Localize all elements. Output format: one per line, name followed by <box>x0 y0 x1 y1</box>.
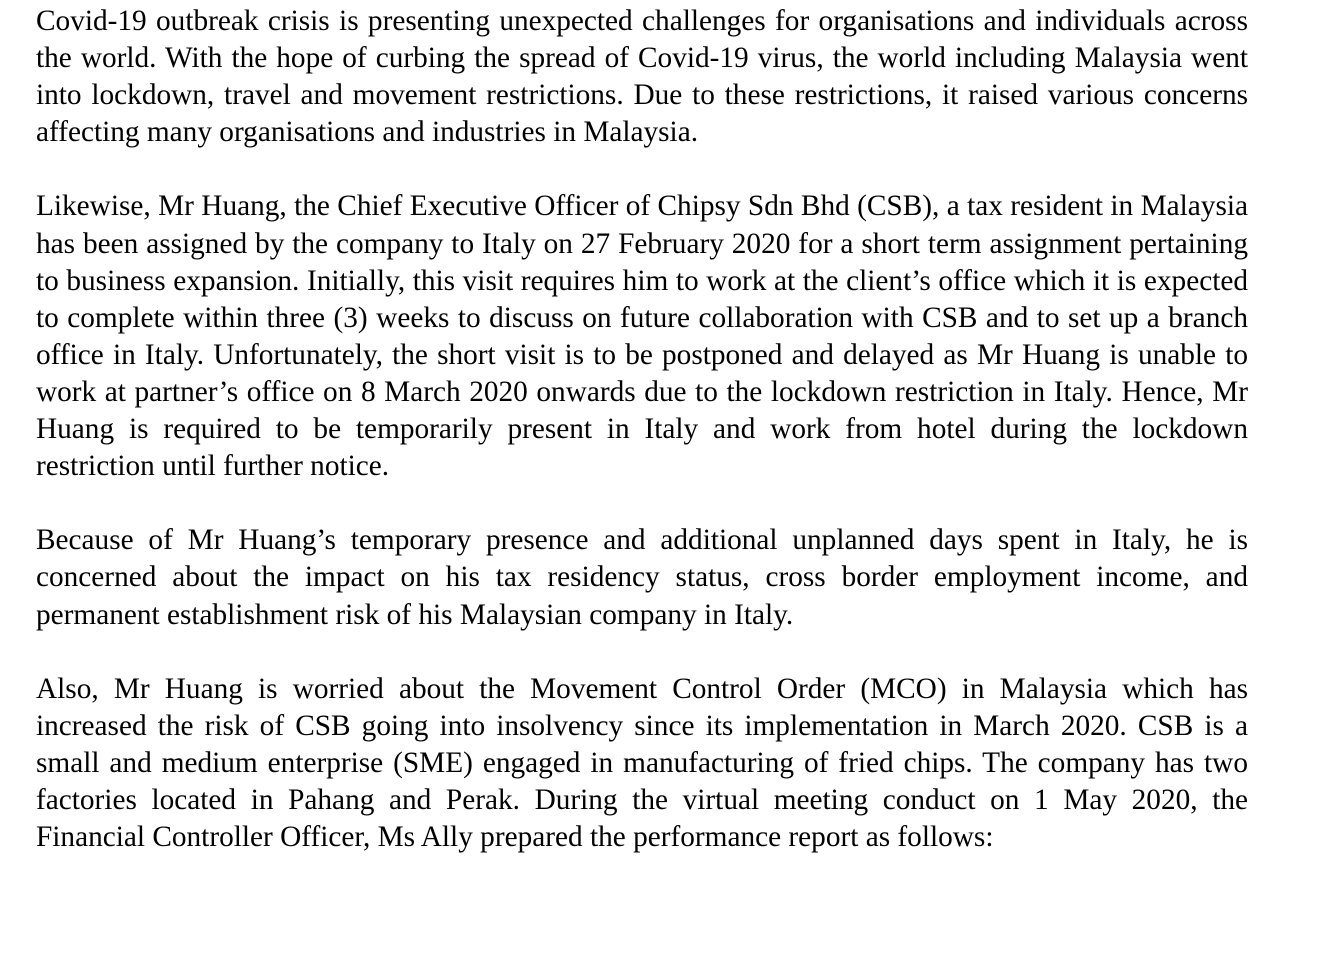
paragraph-covid-outbreak: Covid-19 outbreak crisis is presenting unexpected challenges for organisations and individuals across the world. With the hope of curbing the spread of Covid-19 virus, the world including Malaysia went into lockdown, travel and movement restrictions. Due to these restrictions, it raised various concerns affecting many organisations and industries in Malaysia. <box>36 5 1248 149</box>
paragraph-mr-huang-assignment: Likewise, Mr Huang, the Chief Executive Officer of Chipsy Sdn Bhd (CSB), a tax resident in Malaysia has been assigned by the company to Italy on 27 February 2020 for a short term assignment pertaining to business expansion. Initially, this visit requires him to work at the client’s office which it is expected to complete within three (3) weeks to discuss on future collaboration with CSB and to set up a branch office in Italy. Unfortunately, the short visit is to be postponed and delayed as Mr Huang is unable to work at partner’s office on 8 March 2020 onwards due to the lockdown restriction in Italy. Hence, Mr Huang is required to be temporarily present in Italy and work from hotel during the lockdown restriction until further notice. <box>36 190 1248 483</box>
paragraph-mco-insolvency: Also, Mr Huang is worried about the Movement Control Order (MCO) in Malaysia which has increased the risk of CSB going into insolvency since its implementation in March 2020. CSB is a small and medium enterprise (SME) engaged in manufacturing of fried chips. The company has two factories located in Pahang and Perak. During the virtual meeting conduct on 1 May 2020, the Financial Controller Officer, Ms Ally prepared the performance report as follows: <box>36 672 1248 854</box>
document-page <box>36 3 1248 856</box>
paragraph-tax-residency-concern: Because of Mr Huang’s temporary presence and additional unplanned days spent in Italy, he is concerned about the impact on his tax residency status, cross border employment income, and permanent establishment risk of his Malaysian company in Italy. <box>36 524 1248 631</box>
